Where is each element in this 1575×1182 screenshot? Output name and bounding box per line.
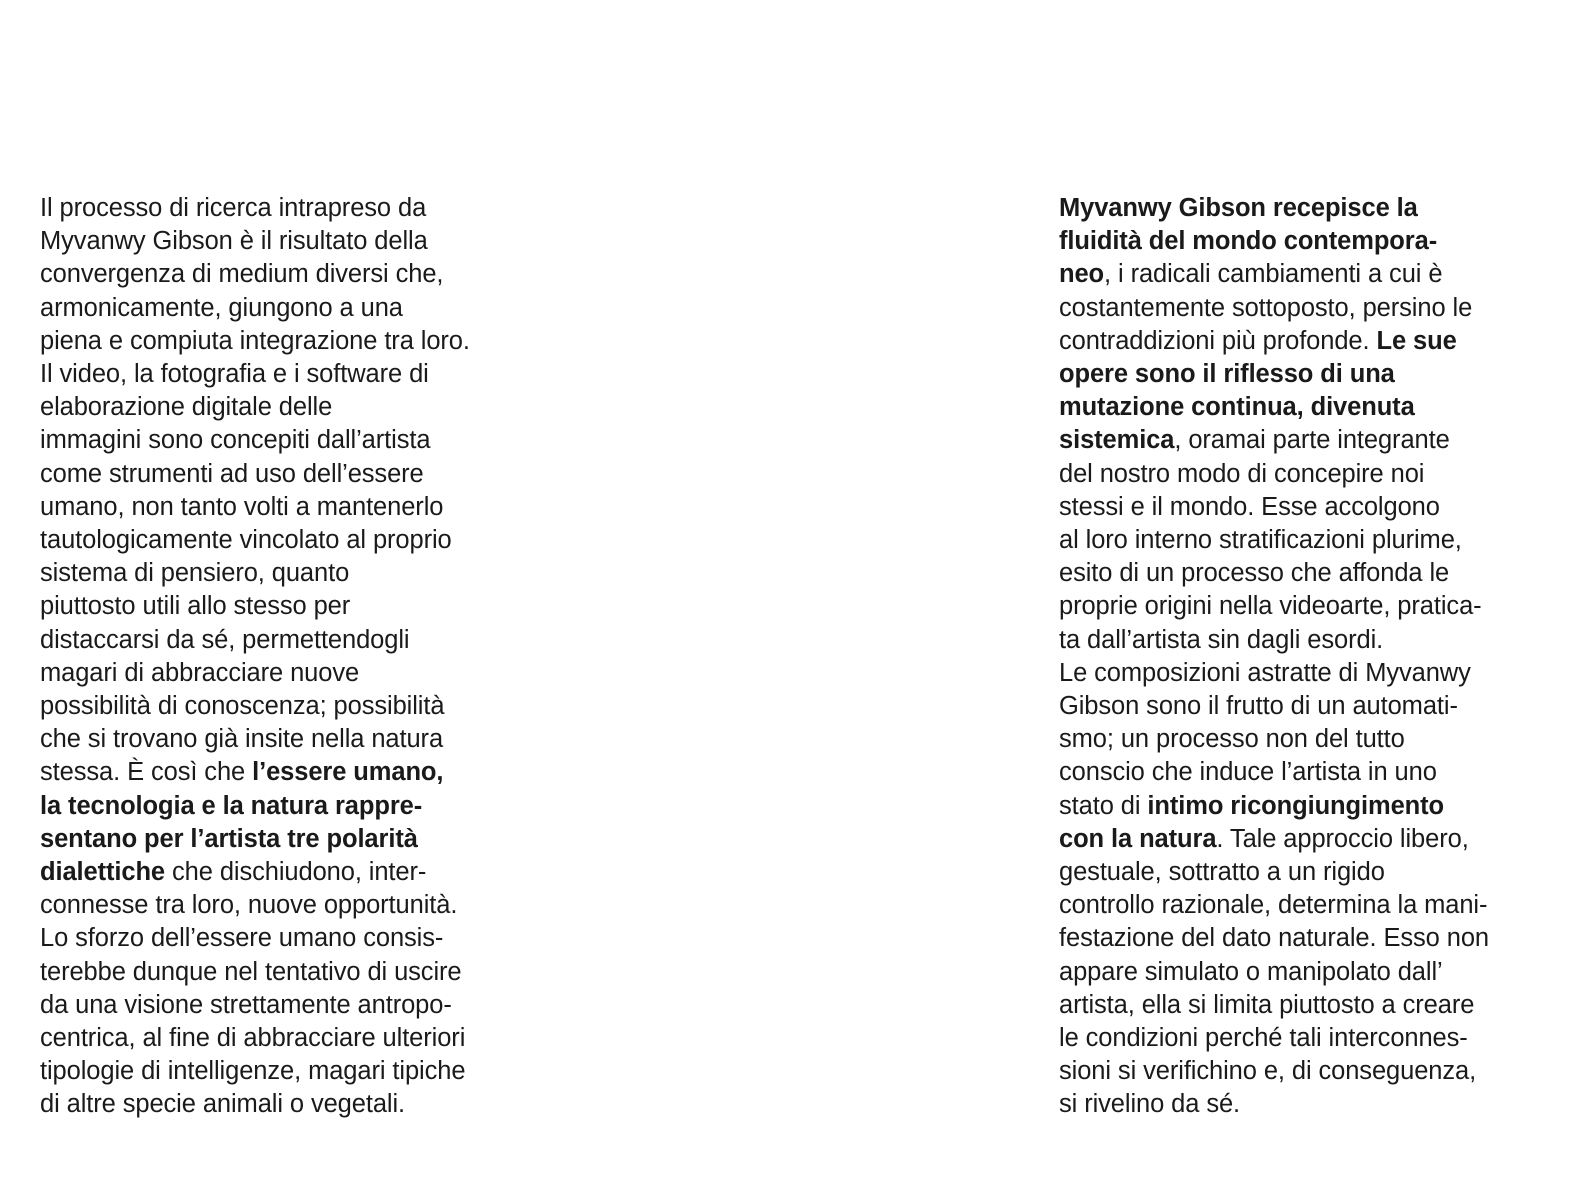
bold-text-run: con la natura: [1059, 824, 1217, 853]
text-line: [40, 557, 540, 590]
text-run: elaborazione digitale delle: [40, 393, 333, 422]
right-text-column: [1059, 192, 1559, 1122]
bold-text-run: l’essere umano,: [252, 758, 444, 787]
text-run: stessa. È così che: [40, 758, 253, 787]
text-run: al loro interno stratificazioni plurime,: [1059, 526, 1462, 555]
text-line: [1059, 1022, 1559, 1055]
text-run: contraddizioni più profonde.: [1059, 326, 1377, 355]
text-line: [40, 624, 540, 657]
text-run: immagini sono concepiti dall’artista: [40, 426, 431, 455]
text-run: Lo sforzo dell’essere umano consis-: [40, 924, 444, 953]
text-run: che dischiudono, inter-: [165, 858, 427, 887]
text-run: , i radicali cambiamenti a cui è: [1104, 260, 1443, 289]
text-line: [40, 922, 540, 955]
text-run: esito di un processo che affonda le: [1059, 559, 1450, 588]
text-line: [1059, 424, 1559, 457]
text-run: . Tale approccio libero,: [1216, 824, 1469, 853]
text-run: armonicamente, giungono a una: [40, 293, 403, 322]
text-line: [1059, 922, 1559, 955]
text-line: [1059, 391, 1559, 424]
text-line: [1059, 956, 1559, 989]
text-line: [40, 756, 540, 789]
bold-text-run: neo: [1059, 260, 1105, 289]
text-line: [40, 723, 540, 756]
text-line: [40, 989, 540, 1022]
text-run: gestuale, sottratto a un rigido: [1059, 858, 1385, 887]
text-run: possibilità di conoscenza; possibilità: [40, 692, 445, 721]
text-run: festazione del dato naturale. Esso non: [1059, 924, 1489, 953]
text-line: [1059, 856, 1559, 889]
text-line: [1059, 756, 1559, 789]
text-line: [40, 192, 540, 225]
text-line: [1059, 989, 1559, 1022]
text-run: sistema di pensiero, quanto: [40, 559, 350, 588]
bold-text-run: mutazione continua, divenuta: [1059, 393, 1415, 422]
text-run: Il video, la fotografia e i software di: [40, 360, 429, 389]
bold-text-run: Myvanwy Gibson recepisce la: [1059, 194, 1418, 222]
text-run: convergenza di medium diversi che,: [40, 260, 444, 289]
text-line: [1059, 1088, 1559, 1121]
text-run: Myvanwy Gibson è il risultato della: [40, 227, 428, 256]
text-run: di altre specie animali o vegetali.: [40, 1090, 406, 1119]
text-line: [40, 1055, 540, 1088]
text-run: connesse tra loro, nuove opportunità.: [40, 891, 458, 920]
text-run: ta dall’artista sin dagli esordi.: [1059, 625, 1384, 654]
text-run: Le composizioni astratte di Myvanwy: [1059, 658, 1471, 687]
text-line: [40, 325, 540, 358]
text-line: [1059, 491, 1559, 524]
text-run: artista, ella si limita piuttosto a creare: [1059, 990, 1475, 1019]
text-run: centrica, al fine di abbracciare ulteriori: [40, 1024, 466, 1053]
text-line: [40, 458, 540, 491]
text-run: controllo razionale, determina la mani-: [1059, 891, 1488, 920]
text-run: costantemente sottoposto, persino le: [1059, 293, 1473, 322]
text-run: si rivelino da sé.: [1059, 1090, 1241, 1119]
text-line: [1059, 590, 1559, 623]
text-line: [1059, 690, 1559, 723]
text-line: [40, 889, 540, 922]
text-line: [40, 358, 540, 391]
text-line: [40, 491, 540, 524]
text-run: come strumenti ad uso dell’essere: [40, 459, 424, 488]
bold-text-run: la tecnologia e la natura rappre-: [40, 791, 423, 820]
bold-text-run: sistemica: [1059, 426, 1175, 455]
bold-text-run: intimo ricongiungimento: [1147, 791, 1444, 820]
text-line: [1059, 358, 1559, 391]
text-line: [40, 956, 540, 989]
text-run: conscio che induce l’artista in uno: [1059, 758, 1437, 787]
text-run: stessi e il mondo. Esse accolgono: [1059, 492, 1440, 521]
text-line: [40, 292, 540, 325]
text-line: [1059, 889, 1559, 922]
text-run: smo; un processo non del tutto: [1059, 725, 1405, 754]
text-line: [1059, 723, 1559, 756]
text-line: [1059, 225, 1559, 258]
text-line: [1059, 557, 1559, 590]
text-run: terebbe dunque nel tentativo di uscire: [40, 957, 462, 986]
left-text-column: [40, 192, 540, 1122]
text-line: [1059, 258, 1559, 291]
bold-text-run: Le sue: [1376, 326, 1457, 355]
text-run: piena e compiuta integrazione tra loro.: [40, 326, 470, 355]
bold-text-run: sentano per l’artista tre polarità: [40, 824, 418, 853]
text-line: [1059, 292, 1559, 325]
text-run: le condizioni perché tali interconnes-: [1059, 1024, 1468, 1053]
text-run: piuttosto utili allo stesso per: [40, 592, 351, 621]
text-line: [40, 524, 540, 557]
bold-text-run: fluidità del mondo contempora-: [1059, 227, 1438, 256]
text-line: [40, 391, 540, 424]
text-line: [1059, 823, 1559, 856]
text-run: stato di: [1059, 791, 1148, 820]
bold-text-run: opere sono il riflesso di una: [1059, 360, 1395, 389]
text-line: [40, 823, 540, 856]
text-run: magari di abbracciare nuove: [40, 658, 360, 687]
text-line: [40, 657, 540, 690]
text-line: [40, 690, 540, 723]
text-line: [1059, 458, 1559, 491]
text-run: da una visione strettamente antropo-: [40, 990, 452, 1019]
text-line: [1059, 790, 1559, 823]
text-run: Gibson sono il frutto di un automati-: [1059, 692, 1458, 721]
text-run: sioni si verifichino e, di conseguenza,: [1059, 1057, 1477, 1086]
text-line: [1059, 1055, 1559, 1088]
text-run: tipologie di intelligenze, magari tipiche: [40, 1057, 466, 1086]
text-run: tautologicamente vincolato al proprio: [40, 526, 452, 555]
text-run: , oramai parte integrante: [1174, 426, 1450, 455]
text-line: [1059, 192, 1559, 225]
text-line: [1059, 524, 1559, 557]
text-line: [40, 424, 540, 457]
text-run: appare simulato o manipolato dall’: [1059, 957, 1443, 986]
text-run: distaccarsi da sé, permettendogli: [40, 625, 410, 654]
text-line: [40, 258, 540, 291]
bold-text-run: dialettiche: [40, 858, 166, 887]
text-line: [40, 590, 540, 623]
text-run: che si trovano già insite nella natura: [40, 725, 444, 754]
text-run: del nostro modo di concepire noi: [1059, 459, 1425, 488]
text-line: [40, 790, 540, 823]
text-line: [40, 1022, 540, 1055]
text-line: [40, 1088, 540, 1121]
text-line: [1059, 325, 1559, 358]
text-line: [1059, 624, 1559, 657]
text-line: [1059, 657, 1559, 690]
text-line: [40, 856, 540, 889]
text-line: [40, 225, 540, 258]
text-run: umano, non tanto volti a mantenerlo: [40, 492, 444, 521]
text-run: proprie origini nella videoarte, pratica-: [1059, 592, 1482, 621]
text-run: Il processo di ricerca intrapreso da: [40, 194, 427, 222]
